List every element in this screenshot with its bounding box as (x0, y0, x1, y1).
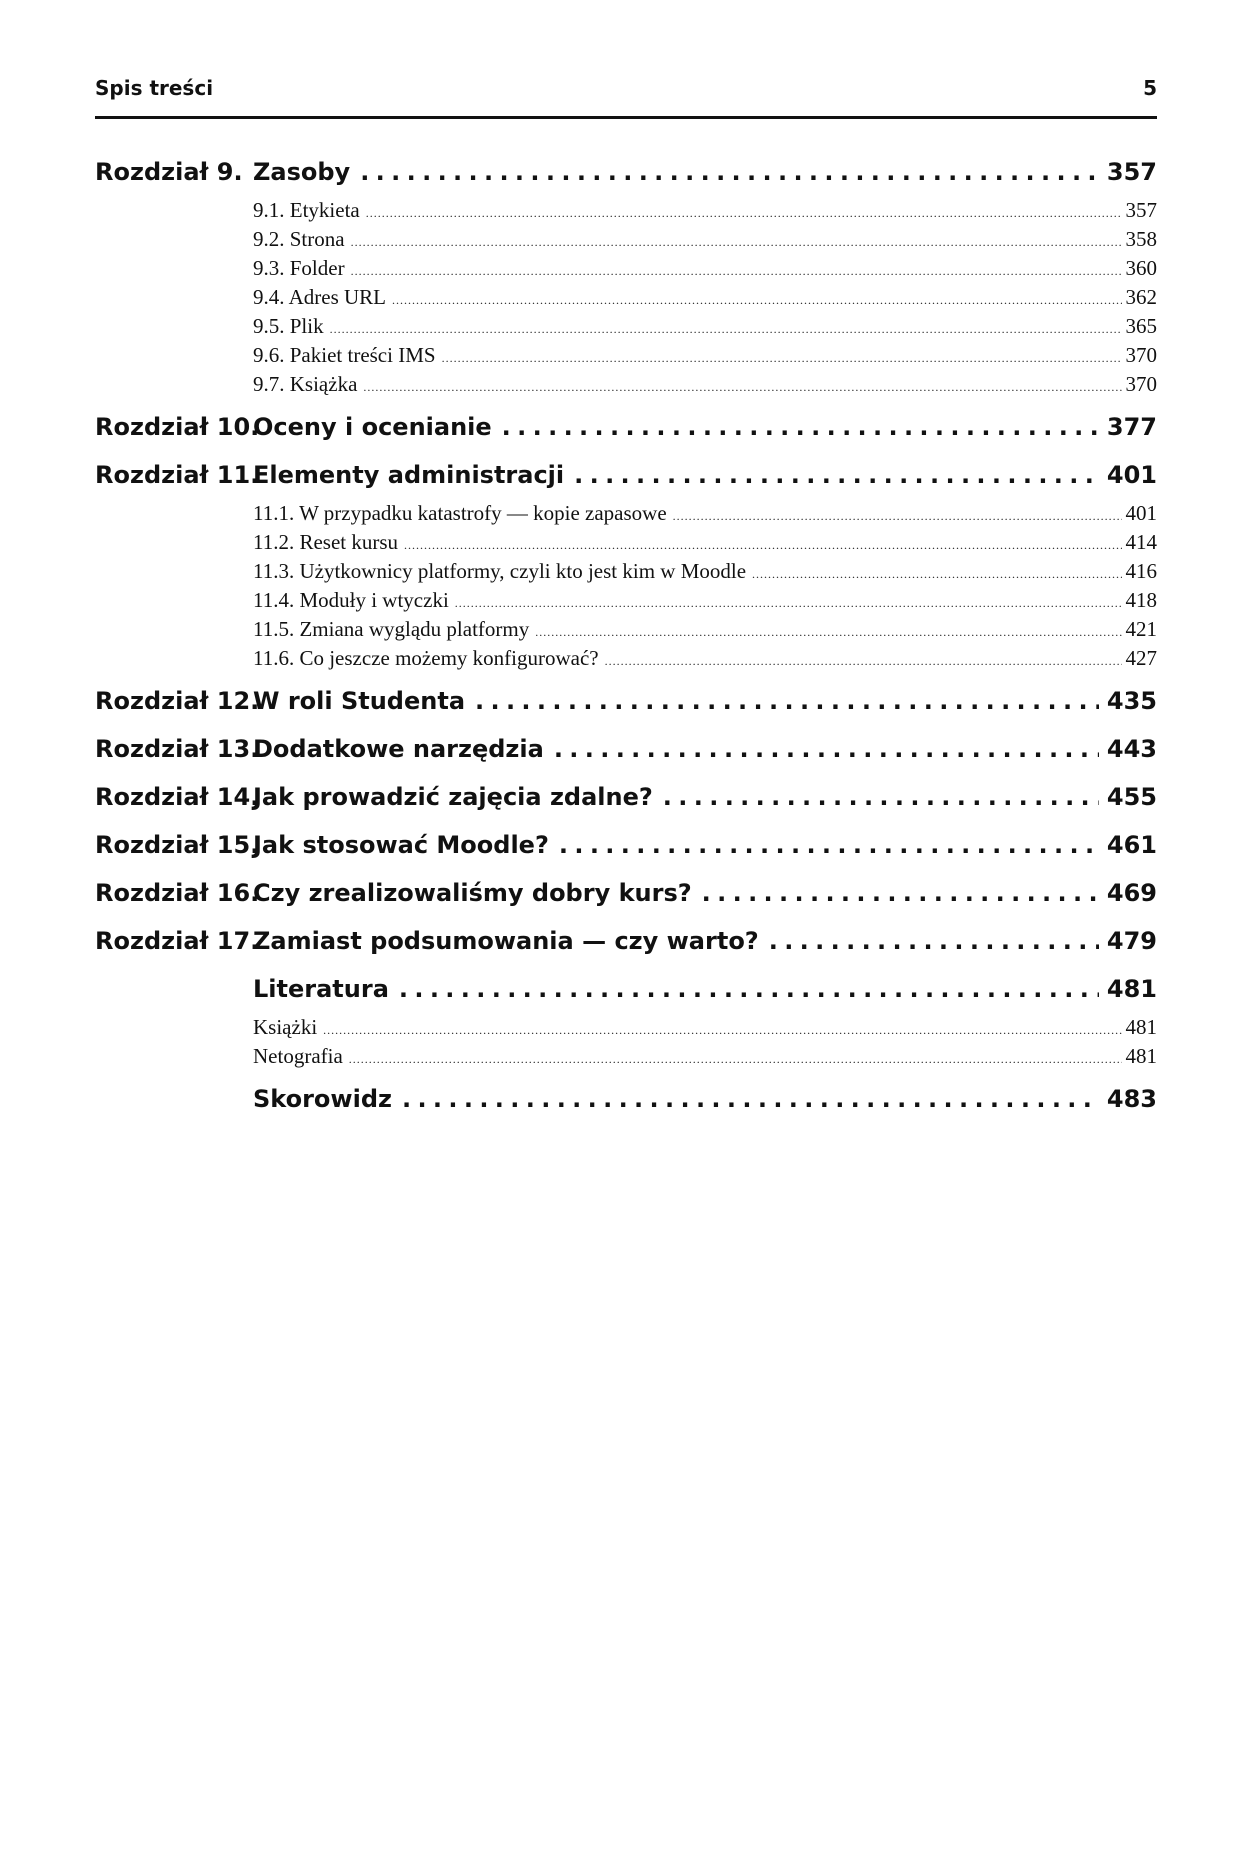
dot-leader (455, 596, 1122, 611)
toc-chapter-16[interactable] (95, 879, 1157, 919)
toc-section[interactable] (95, 1015, 1157, 1044)
chapter-title: Zamiast podsumowania — czy warto? (253, 927, 759, 955)
dot-leader (351, 264, 1122, 279)
section-page: 401 (1125, 501, 1157, 525)
chapter-label: Rozdział 14. (95, 783, 260, 811)
dot-leader (673, 509, 1122, 524)
dot-leader (442, 351, 1122, 366)
chapter-title: Oceny i ocenianie (253, 413, 492, 441)
chapter-title: Literatura (253, 975, 389, 1003)
chapter-page: 443 (1106, 735, 1157, 763)
chapter-title: Czy zrealizowaliśmy dobry kurs? (253, 879, 692, 907)
dot-leader (399, 975, 1099, 1003)
dot-leader (702, 879, 1099, 907)
section-title: 11.6. Co jeszcze możemy konfigurować? (253, 646, 599, 670)
section-title: 11.1. W przypadku katastrofy — kopie zapasowe (253, 501, 667, 525)
toc-chapter-14[interactable] (95, 783, 1157, 823)
dot-leader (502, 413, 1099, 441)
toc-chapter-12[interactable] (95, 687, 1157, 727)
dot-leader (404, 538, 1121, 553)
toc-section[interactable] (95, 314, 1157, 343)
toc-section[interactable] (95, 646, 1157, 675)
chapter-title: W roli Studenta (253, 687, 466, 715)
toc-section[interactable] (95, 256, 1157, 285)
toc-section[interactable] (95, 588, 1157, 617)
section-page: 418 (1125, 588, 1157, 612)
chapter-page: 401 (1106, 461, 1157, 489)
toc-section[interactable] (95, 617, 1157, 646)
toc-literatura[interactable] (95, 975, 1157, 1015)
section-title: 9.6. Pakiet treści IMS (253, 343, 436, 367)
toc-section[interactable] (95, 530, 1157, 559)
dot-leader (323, 1023, 1121, 1038)
section-page: 421 (1125, 617, 1157, 641)
chapter-title: Elementy administracji (253, 461, 565, 489)
section-page: 481 (1125, 1044, 1157, 1068)
section-page: 481 (1125, 1015, 1157, 1039)
section-title: 11.5. Zmiana wyglądu platformy (253, 617, 530, 641)
toc-section[interactable] (95, 343, 1157, 372)
section-title: Netografia (253, 1044, 343, 1068)
dot-leader (574, 461, 1099, 489)
section-title: 9.7. Książka (253, 372, 358, 396)
chapter-page: 479 (1106, 927, 1157, 955)
section-title: Książki (253, 1015, 318, 1039)
chapter-label: Rozdział 11. (95, 461, 260, 489)
dot-leader (559, 831, 1099, 859)
section-title: 9.4. Adres URL (253, 285, 386, 309)
section-title: 11.3. Użytkownicy platformy, czyli kto jest kim w Moodle (253, 559, 747, 583)
dot-leader (402, 1085, 1099, 1113)
chapter-page: 357 (1106, 158, 1157, 186)
chapter-title: Zasoby (253, 158, 351, 186)
toc-section[interactable] (95, 285, 1157, 314)
chapter-page: 455 (1106, 783, 1157, 811)
toc-section[interactable] (95, 372, 1157, 401)
dot-leader (360, 158, 1099, 186)
section-page: 365 (1125, 314, 1157, 338)
dot-leader (663, 783, 1099, 811)
dot-leader (349, 1052, 1122, 1067)
chapter-label: Rozdział 16. (95, 879, 260, 907)
toc-section[interactable] (95, 559, 1157, 588)
section-page: 427 (1125, 646, 1157, 670)
section-page: 358 (1125, 227, 1157, 251)
section-page: 416 (1125, 559, 1157, 583)
dot-leader (366, 206, 1122, 221)
chapter-title: Jak stosować Moodle? (253, 831, 549, 859)
section-title: 11.2. Reset kursu (253, 530, 399, 554)
chapter-page: 461 (1106, 831, 1157, 859)
chapter-title: Dodatkowe narzędzia (253, 735, 544, 763)
chapter-label: Rozdział 10. (95, 413, 260, 441)
section-title: 9.2. Strona (253, 227, 345, 251)
running-header (95, 76, 1157, 119)
section-page: 362 (1125, 285, 1157, 309)
chapter-page: 483 (1106, 1085, 1157, 1113)
toc-chapter-9[interactable] (95, 158, 1157, 198)
chapter-label: Rozdział 15. (95, 831, 260, 859)
section-page: 357 (1125, 198, 1157, 222)
dot-leader (363, 380, 1121, 395)
dot-leader (752, 567, 1121, 582)
chapter-page: 481 (1106, 975, 1157, 1003)
section-page: 414 (1125, 530, 1157, 554)
dot-leader (554, 735, 1099, 763)
toc-chapter-11[interactable] (95, 461, 1157, 501)
chapter-title: Jak prowadzić zajęcia zdalne? (253, 783, 653, 811)
dot-leader (535, 625, 1121, 640)
header-page-number: 5 (1143, 76, 1157, 100)
dot-leader (330, 322, 1122, 337)
toc-section[interactable] (95, 1044, 1157, 1073)
dot-leader (351, 235, 1122, 250)
chapter-page: 377 (1106, 413, 1157, 441)
header-title: Spis treści (95, 76, 214, 100)
toc-section[interactable] (95, 501, 1157, 530)
chapter-page: 435 (1106, 687, 1157, 715)
chapter-label: Rozdział 17. (95, 927, 260, 955)
toc-chapter-10[interactable] (95, 413, 1157, 453)
toc-chapter-17[interactable] (95, 927, 1157, 967)
dot-leader (475, 687, 1099, 715)
dot-leader (605, 654, 1122, 669)
table-of-contents (95, 158, 1157, 1125)
toc-section[interactable] (95, 198, 1157, 227)
section-page: 360 (1125, 256, 1157, 280)
chapter-title: Skorowidz (253, 1085, 392, 1113)
toc-skorowidz[interactable] (95, 1085, 1157, 1125)
dot-leader (769, 927, 1099, 955)
section-title: 11.4. Moduły i wtyczki (253, 588, 449, 612)
chapter-page: 469 (1106, 879, 1157, 907)
dot-leader (392, 293, 1122, 308)
chapter-label: Rozdział 9. (95, 158, 243, 186)
toc-chapter-15[interactable] (95, 831, 1157, 871)
chapter-label: Rozdział 13. (95, 735, 260, 763)
section-title: 9.5. Plik (253, 314, 324, 338)
section-page: 370 (1125, 343, 1157, 367)
toc-chapter-13[interactable] (95, 735, 1157, 775)
section-title: 9.3. Folder (253, 256, 345, 280)
section-page: 370 (1125, 372, 1157, 396)
section-title: 9.1. Etykieta (253, 198, 360, 222)
chapter-label: Rozdział 12. (95, 687, 260, 715)
toc-section[interactable] (95, 227, 1157, 256)
